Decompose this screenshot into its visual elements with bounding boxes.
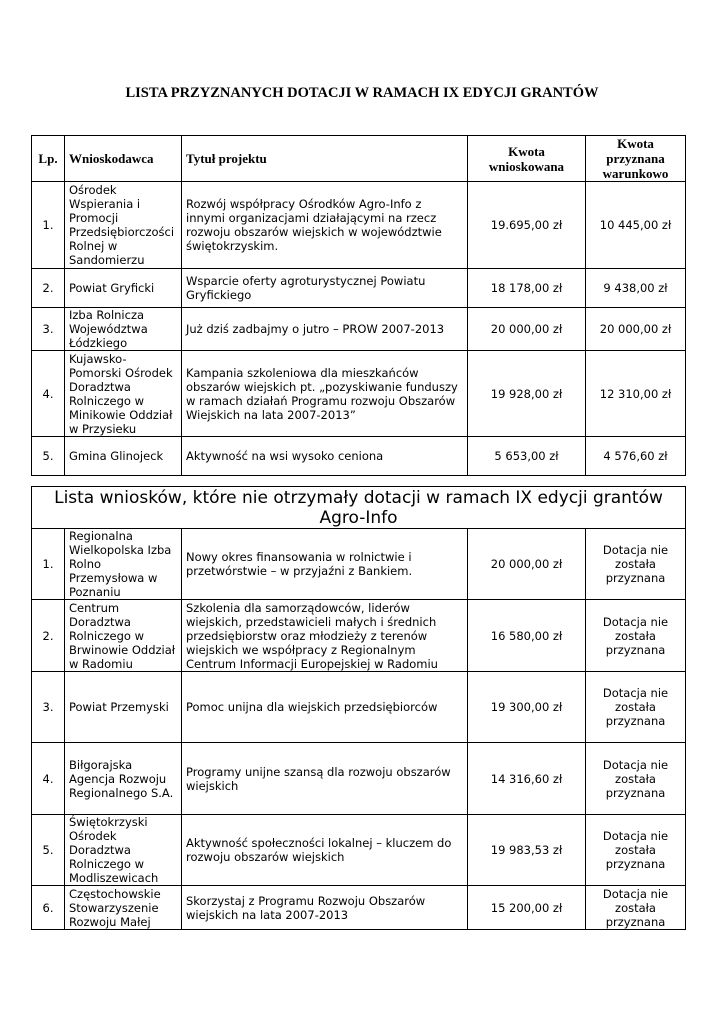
table-row	[32, 815, 686, 886]
rejected-section-row	[32, 487, 686, 529]
cell-project: Kampania szkoleniowa dla mieszkańców obszarów wiejskich pt. „pozyskiwanie funduszy w ramach działań Programu rozwoju Obszarów Wiejskich na lata 2007-2013”	[182, 351, 468, 437]
cell-granted: 9 438,00 zł	[586, 269, 686, 308]
header-applicant: Wnioskodawca	[65, 136, 182, 182]
header-project: Tytuł projektu	[182, 136, 468, 182]
cell-project: Programy unijne szansą dla rozwoju obszarów wiejskich	[182, 743, 468, 815]
cell-requested: 20 000,00 zł	[468, 529, 586, 600]
cell-applicant: Powiat Przemyski	[65, 672, 182, 743]
cell-granted: 20 000,00 zł	[586, 308, 686, 351]
rejected-table	[31, 486, 686, 930]
cell-applicant: Izba Rolnicza Województwa Łódzkiego	[65, 308, 182, 351]
cell-lp: 3.	[32, 308, 65, 351]
header-row	[32, 136, 686, 182]
cell-project: Rozwój współpracy Ośrodków Agro-Info z innymi organizacjami działającymi na rzecz rozwoju obszarów wiejskich w województwie świętokrzyskim.	[182, 182, 468, 269]
cell-lp: 1.	[32, 529, 65, 600]
cell-project: Aktywność społeczności lokalnej – kluczem do rozwoju obszarów wiejskich	[182, 815, 468, 886]
cell-requested: 19 300,00 zł	[468, 672, 586, 743]
rejected-section-title: Lista wniosków, które nie otrzymały dotacji w ramach IX edycji grantów Agro-Info	[32, 487, 686, 529]
table-row	[32, 269, 686, 308]
cell-applicant: Gmina Glinojeck	[65, 437, 182, 476]
cell-granted: 4 576,60 zł	[586, 437, 686, 476]
cell-project: Szkolenia dla samorządowców, liderów wiejskich, przedstawicieli małych i średnich przedsiębiorstw oraz młodzieży z terenów wiejskich we współpracy z Regionalnym Centrum Informacji Europejskiej w Radomiu	[182, 600, 468, 672]
cell-project: Pomoc unijna dla wiejskich przedsiębiorców	[182, 672, 468, 743]
header-lp: Lp.	[32, 136, 65, 182]
cell-applicant: Biłgorajska Agencja Rozwoju Regionalnego S.A.	[65, 743, 182, 815]
page-title: LISTA PRZYZNANYCH DOTACJI W RAMACH IX EDYCJI GRANTÓW	[125, 85, 599, 101]
table-row	[32, 600, 686, 672]
cell-requested: 19 928,00 zł	[468, 351, 586, 437]
table-row	[32, 743, 686, 815]
cell-applicant: Kujawsko-Pomorski Ośrodek Doradztwa Rolniczego w Minikowie Oddział w Przysieku	[65, 351, 182, 437]
cell-project: Już dziś zadbajmy o jutro – PROW 2007-2013	[182, 308, 468, 351]
cell-requested: 15 200,00 zł	[468, 886, 586, 930]
granted-table	[31, 135, 686, 476]
cell-project: Aktywność na wsi wysoko ceniona	[182, 437, 468, 476]
cell-requested: 18 178,00 zł	[468, 269, 586, 308]
table-row	[32, 886, 686, 930]
cell-status: Dotacja nie została przyznana	[586, 815, 686, 886]
cell-requested: 16 580,00 zł	[468, 600, 586, 672]
cell-lp: 4.	[32, 351, 65, 437]
cell-status: Dotacja nie została przyznana	[586, 600, 686, 672]
cell-granted: 12 310,00 zł	[586, 351, 686, 437]
cell-project: Wsparcie oferty agroturystycznej Powiatu Gryfickiego	[182, 269, 468, 308]
table-row	[32, 672, 686, 743]
cell-applicant: Regionalna Wielkopolska Izba Rolno Przemysłowa w Poznaniu	[65, 529, 182, 600]
cell-lp: 6.	[32, 886, 65, 930]
cell-requested: 5 653,00 zł	[468, 437, 586, 476]
table-row	[32, 529, 686, 600]
cell-project: Nowy okres finansowania w rolnictwie i przetwórstwie – w przyjaźni z Bankiem.	[182, 529, 468, 600]
cell-lp: 4.	[32, 743, 65, 815]
cell-status: Dotacja nie została przyznana	[586, 743, 686, 815]
cell-requested: 19.695,00 zł	[468, 182, 586, 269]
cell-applicant: Ośrodek Wspierania i Promocji Przedsiębiorczości Rolnej w Sandomierzu	[65, 182, 182, 269]
cell-status: Dotacja nie została przyznana	[586, 672, 686, 743]
table-row	[32, 351, 686, 437]
cell-lp: 5.	[32, 437, 65, 476]
cell-requested: 19 983,53 zł	[468, 815, 586, 886]
table-row	[32, 437, 686, 476]
cell-lp: 5.	[32, 815, 65, 886]
table-row	[32, 308, 686, 351]
cell-applicant: Powiat Gryficki	[65, 269, 182, 308]
cell-lp: 2.	[32, 269, 65, 308]
cell-applicant: Częstochowskie Stowarzyszenie Rozwoju Małej	[65, 886, 182, 930]
cell-lp: 1.	[32, 182, 65, 269]
cell-lp: 3.	[32, 672, 65, 743]
table-row	[32, 182, 686, 269]
cell-requested: 20 000,00 zł	[468, 308, 586, 351]
cell-applicant: Świętokrzyski Ośrodek Doradztwa Rolniczego w Modliszewicach	[65, 815, 182, 886]
cell-project: Skorzystaj z Programu Rozwoju Obszarów wiejskich na lata 2007-2013	[182, 886, 468, 930]
header-requested: Kwota wnioskowana	[468, 136, 586, 182]
cell-applicant: Centrum Doradztwa Rolniczego w Brwinowie Oddział w Radomiu	[65, 600, 182, 672]
cell-lp: 2.	[32, 600, 65, 672]
cell-status: Dotacja nie została przyznana	[586, 886, 686, 930]
cell-status: Dotacja nie została przyznana	[586, 529, 686, 600]
cell-granted: 10 445,00 zł	[586, 182, 686, 269]
header-granted: Kwota przyznana warunkowo	[586, 136, 686, 182]
cell-requested: 14 316,60 zł	[468, 743, 586, 815]
